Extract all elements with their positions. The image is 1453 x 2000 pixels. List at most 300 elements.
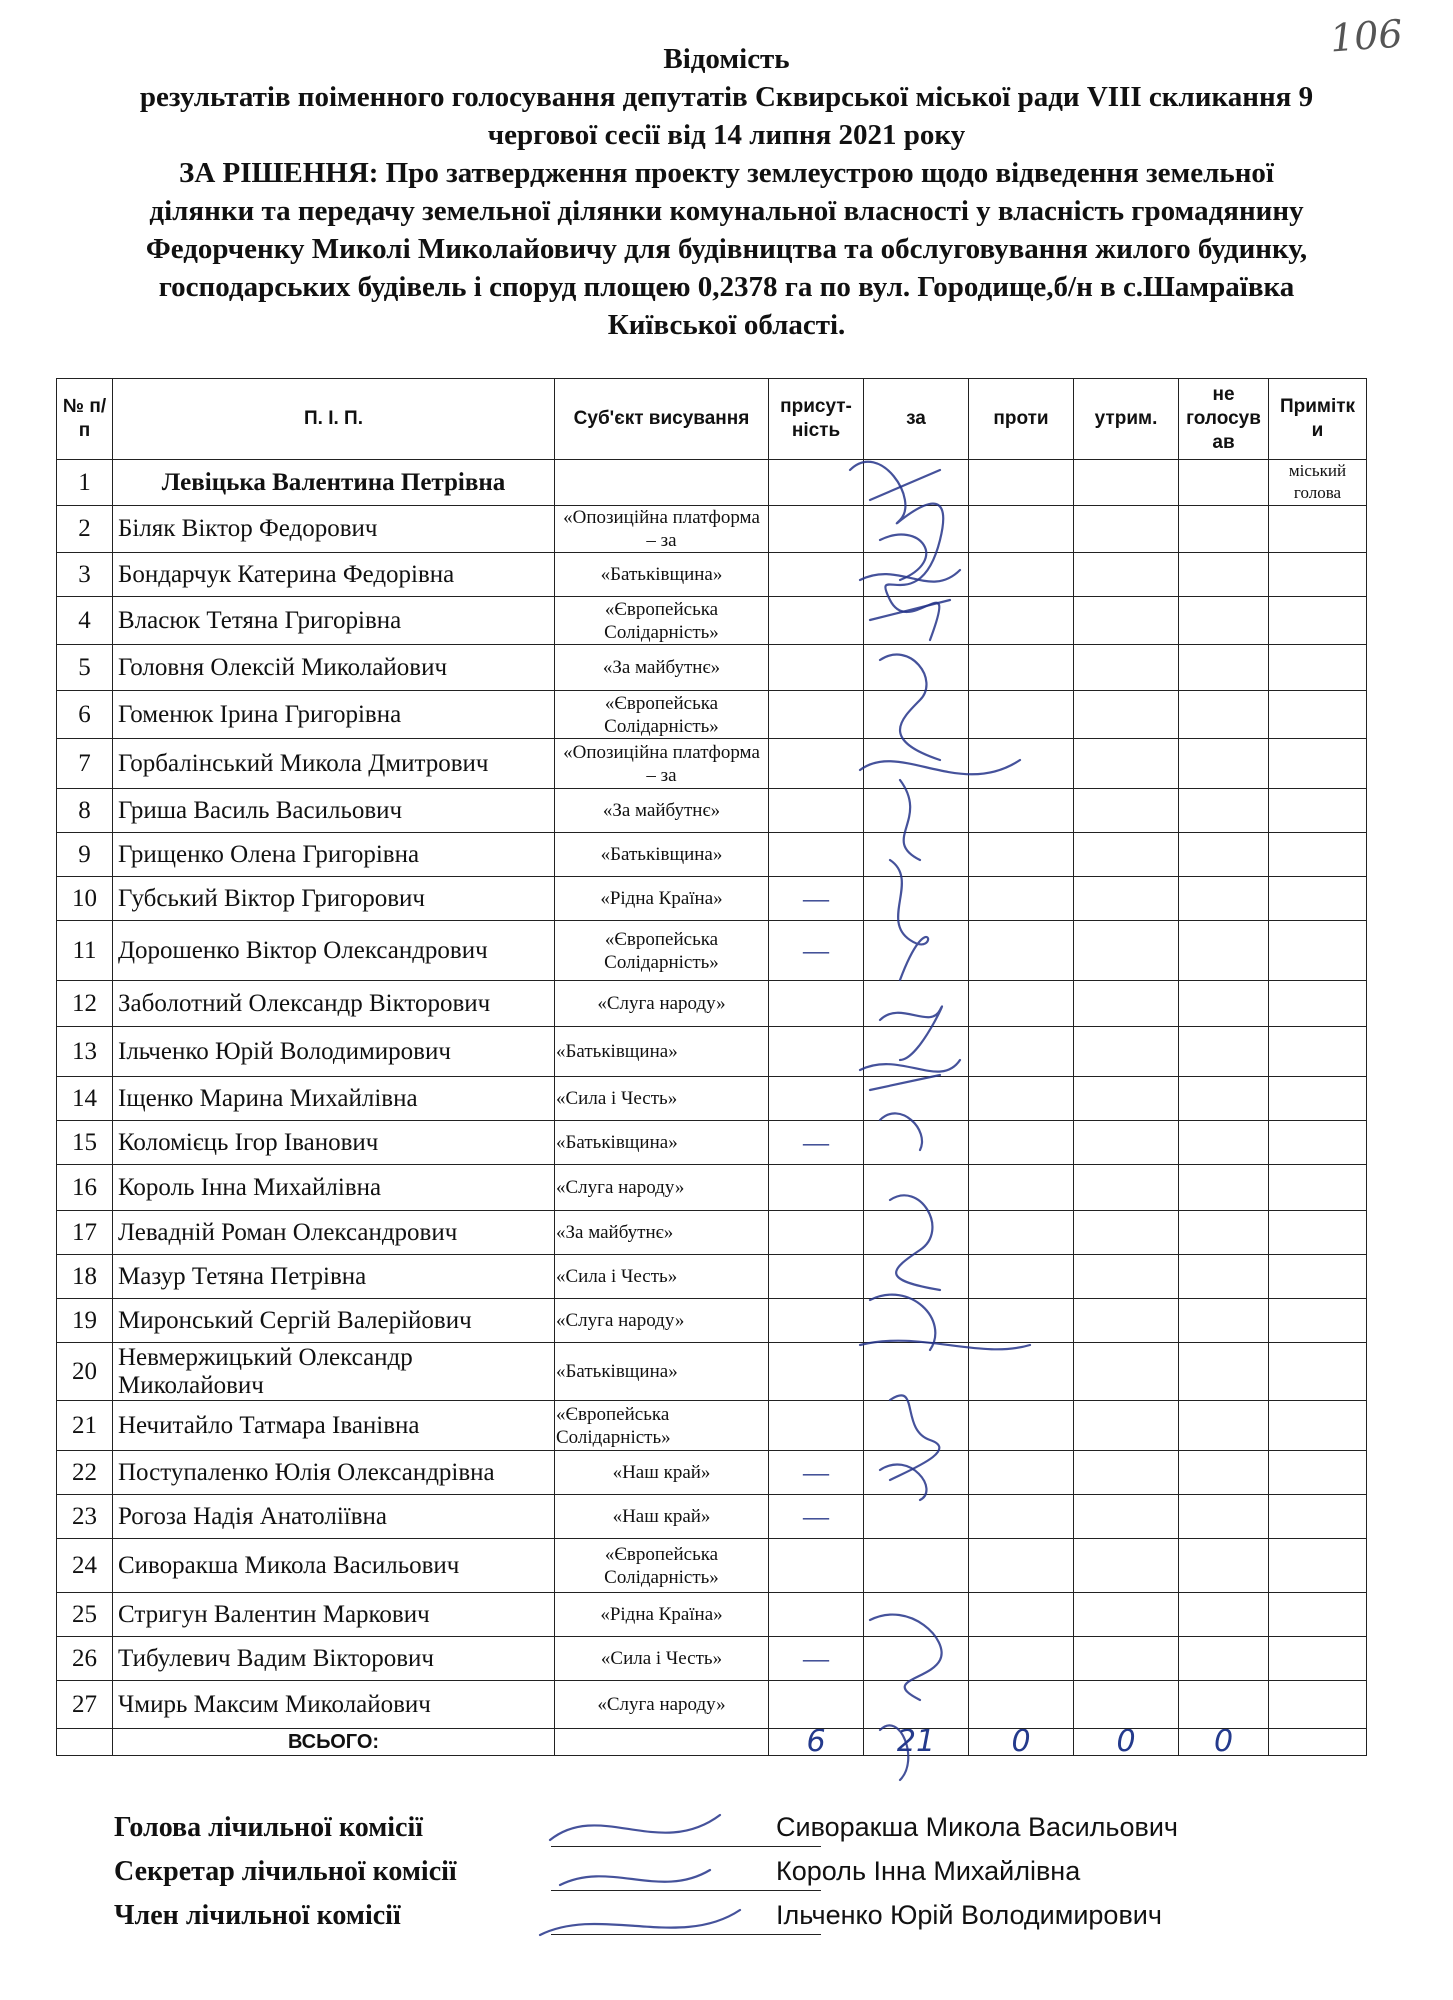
presence-cell xyxy=(769,833,864,877)
note-cell: міський голова xyxy=(1269,460,1367,506)
presence-cell xyxy=(769,1165,864,1211)
presence-cell xyxy=(769,460,864,506)
row-number: 22 xyxy=(57,1451,113,1495)
vote-against-cell xyxy=(969,1255,1074,1299)
vote-abstain-cell xyxy=(1074,1343,1179,1401)
vote-against-cell xyxy=(969,833,1074,877)
vote-against-cell xyxy=(969,877,1074,921)
vote-abstain-cell xyxy=(1074,877,1179,921)
note-cell xyxy=(1269,1681,1367,1729)
table-row xyxy=(57,553,1367,597)
presence-cell xyxy=(769,1539,864,1593)
vote-abstain-cell xyxy=(1074,1401,1179,1451)
vote-against-cell xyxy=(969,739,1074,789)
note-cell xyxy=(1269,1299,1367,1343)
table-row xyxy=(57,506,1367,553)
vote-abstain-cell xyxy=(1074,1495,1179,1539)
row-number: 12 xyxy=(57,981,113,1027)
totals-row xyxy=(57,1729,1367,1756)
deputy-name: Дорошенко Віктор Олександрович xyxy=(113,921,555,981)
totals-against: 0 xyxy=(969,1729,1074,1756)
vote-for-cell xyxy=(864,691,969,739)
nominating-party: «Європейська Солідарність» xyxy=(555,691,769,739)
vote-against-cell xyxy=(969,1343,1074,1401)
deputy-name: Миронський Сергій Валерійович xyxy=(113,1299,555,1343)
deputy-name: Ільченко Юрій Володимирович xyxy=(113,1027,555,1077)
nominating-party: «Рідна Країна» xyxy=(555,877,769,921)
signature-line xyxy=(551,1934,821,1935)
page-number: 106 xyxy=(1328,11,1404,61)
vote-abstain-cell xyxy=(1074,1539,1179,1593)
vote-against-cell xyxy=(969,1593,1074,1637)
note-cell xyxy=(1269,1211,1367,1255)
nominating-party: «Опозиційна платформа – за xyxy=(555,739,769,789)
vote-abstain-cell xyxy=(1074,553,1179,597)
col-header-note: Примітк и xyxy=(1269,379,1367,460)
table-row xyxy=(57,1451,1367,1495)
vote-abstain-cell xyxy=(1074,597,1179,645)
presence-cell xyxy=(769,1077,864,1121)
nominating-party: «Опозиційна платформа – за xyxy=(555,506,769,553)
row-number: 1 xyxy=(57,460,113,506)
note-cell xyxy=(1269,1637,1367,1681)
nominating-party: «Батьківщина» xyxy=(555,1121,769,1165)
row-number: 20 xyxy=(57,1343,113,1401)
vote-against-cell xyxy=(969,1027,1074,1077)
row-number: 2 xyxy=(57,506,113,553)
deputy-name: Власюк Тетяна Григорівна xyxy=(113,597,555,645)
vote-abstain-cell xyxy=(1074,833,1179,877)
nominating-party: «Батьківщина» xyxy=(555,553,769,597)
presence-cell xyxy=(769,691,864,739)
vote-against-cell xyxy=(969,553,1074,597)
vote-not-voted-cell xyxy=(1179,506,1269,553)
presence-cell xyxy=(769,1343,864,1401)
table-header-row xyxy=(57,379,1367,460)
deputy-name: Мазур Тетяна Петрівна xyxy=(113,1255,555,1299)
totals-abstain: 0 xyxy=(1074,1729,1179,1756)
vote-against-cell xyxy=(969,1077,1074,1121)
note-cell xyxy=(1269,1121,1367,1165)
vote-not-voted-cell xyxy=(1179,1539,1269,1593)
nominating-party: «Слуга народу» xyxy=(555,1299,769,1343)
col-header-party: Суб'єкт висування xyxy=(555,379,769,460)
vote-for-cell xyxy=(864,1539,969,1593)
vote-against-cell xyxy=(969,597,1074,645)
vote-against-cell xyxy=(969,789,1074,833)
row-number: 8 xyxy=(57,789,113,833)
vote-against-cell xyxy=(969,1539,1074,1593)
vote-not-voted-cell xyxy=(1179,1121,1269,1165)
deputy-name: Гриша Василь Васильович xyxy=(113,789,555,833)
table-row xyxy=(57,1121,1367,1165)
vote-for-cell xyxy=(864,833,969,877)
presence-cell xyxy=(769,1211,864,1255)
vote-against-cell xyxy=(969,506,1074,553)
vote-against-cell xyxy=(969,691,1074,739)
deputy-name: Нечитайло Татмара Іванівна xyxy=(113,1401,555,1451)
note-cell xyxy=(1269,1593,1367,1637)
deputy-name: Головня Олексій Миколайович xyxy=(113,645,555,691)
presence-cell xyxy=(769,1681,864,1729)
table-row xyxy=(57,1211,1367,1255)
nominating-party: «За майбутнє» xyxy=(555,1211,769,1255)
note-cell xyxy=(1269,789,1367,833)
vote-not-voted-cell xyxy=(1179,1637,1269,1681)
note-cell xyxy=(1269,1343,1367,1401)
vote-not-voted-cell xyxy=(1179,1451,1269,1495)
document-title: Відомість xyxy=(663,43,790,75)
col-header-abstain: утрим. xyxy=(1074,379,1179,460)
commission-member-name: Сиворакша Микола Васильович xyxy=(776,1812,1178,1842)
vote-against-cell xyxy=(969,1451,1074,1495)
totals-party-cell xyxy=(555,1729,769,1756)
row-number: 13 xyxy=(57,1027,113,1077)
deputy-name: Горбалінський Микола Дмитрович xyxy=(113,739,555,789)
presence-cell: — xyxy=(769,1451,864,1495)
table-row xyxy=(57,1539,1367,1593)
row-number: 25 xyxy=(57,1593,113,1637)
deputy-name: Заболотний Олександр Вікторович xyxy=(113,981,555,1027)
nominating-party: «Сила і Честь» xyxy=(555,1255,769,1299)
vote-for-cell xyxy=(864,1255,969,1299)
totals-note-cell xyxy=(1269,1729,1367,1756)
vote-abstain-cell xyxy=(1074,1121,1179,1165)
vote-not-voted-cell xyxy=(1179,645,1269,691)
deputy-name: Левадній Роман Олександрович xyxy=(113,1211,555,1255)
row-number: 6 xyxy=(57,691,113,739)
vote-abstain-cell xyxy=(1074,460,1179,506)
presence-cell: — xyxy=(769,1121,864,1165)
deputy-name: Іщенко Марина Михайлівна xyxy=(113,1077,555,1121)
totals-for: 21 xyxy=(864,1729,969,1756)
vote-not-voted-cell xyxy=(1179,1593,1269,1637)
row-number: 23 xyxy=(57,1495,113,1539)
deputy-name: Король Інна Михайлівна xyxy=(113,1165,555,1211)
table-row xyxy=(57,739,1367,789)
vote-abstain-cell xyxy=(1074,1211,1179,1255)
deputy-name: Сиворакша Микола Васильович xyxy=(113,1539,555,1593)
deputy-name: Поступаленко Юлія Олександрівна xyxy=(113,1451,555,1495)
vote-for-cell xyxy=(864,506,969,553)
deputy-name: Губський Віктор Григорович xyxy=(113,877,555,921)
nominating-party: «Європейська Солідарність» xyxy=(555,1539,769,1593)
vote-abstain-cell xyxy=(1074,1255,1179,1299)
vote-abstain-cell xyxy=(1074,1681,1179,1729)
presence-cell xyxy=(769,1255,864,1299)
header-line-4: ділянки та передачу земельної ділянки комунальної власності у власність громадянину xyxy=(149,195,1304,227)
deputy-name: Стригун Валентин Маркович xyxy=(113,1593,555,1637)
vote-not-voted-cell xyxy=(1179,1299,1269,1343)
vote-against-cell xyxy=(969,1495,1074,1539)
note-cell xyxy=(1269,506,1367,553)
deputy-name: Чмирь Максим Миколайович xyxy=(113,1681,555,1729)
presence-cell: — xyxy=(769,921,864,981)
nominating-party: «Батьківщина» xyxy=(555,833,769,877)
nominating-party: «Слуга народу» xyxy=(555,1681,769,1729)
vote-for-cell xyxy=(864,1451,969,1495)
vote-not-voted-cell xyxy=(1179,833,1269,877)
presence-cell xyxy=(769,739,864,789)
row-number: 16 xyxy=(57,1165,113,1211)
table-row xyxy=(57,1165,1367,1211)
vote-abstain-cell xyxy=(1074,1077,1179,1121)
commission-member-name: Ільченко Юрій Володимирович xyxy=(776,1900,1162,1930)
note-cell xyxy=(1269,1495,1367,1539)
vote-against-cell xyxy=(969,645,1074,691)
commission-chair-line xyxy=(58,1812,1438,1856)
note-cell xyxy=(1269,833,1367,877)
row-number: 19 xyxy=(57,1299,113,1343)
nominating-party: «Батьківщина» xyxy=(555,1343,769,1401)
vote-not-voted-cell xyxy=(1179,877,1269,921)
vote-not-voted-cell xyxy=(1179,1077,1269,1121)
table-row xyxy=(57,789,1367,833)
vote-abstain-cell xyxy=(1074,1451,1179,1495)
table-row xyxy=(57,1401,1367,1451)
vote-against-cell xyxy=(969,1211,1074,1255)
note-cell xyxy=(1269,981,1367,1027)
nominating-party: «Європейська Солідарність» xyxy=(555,597,769,645)
presence-cell xyxy=(769,981,864,1027)
row-number: 11 xyxy=(57,921,113,981)
table-row xyxy=(57,1681,1367,1729)
nominating-party: «Сила і Честь» xyxy=(555,1077,769,1121)
vote-for-cell xyxy=(864,1077,969,1121)
table-row xyxy=(57,460,1367,506)
nominating-party: «Рідна Країна» xyxy=(555,1593,769,1637)
nominating-party: «Слуга народу» xyxy=(555,981,769,1027)
vote-not-voted-cell xyxy=(1179,1211,1269,1255)
presence-cell xyxy=(769,597,864,645)
totals-present: 6 xyxy=(769,1729,864,1756)
vote-for-cell xyxy=(864,553,969,597)
deputy-name: Невмержицький Олександр Миколайович xyxy=(113,1343,555,1401)
vote-not-voted-cell xyxy=(1179,597,1269,645)
vote-against-cell xyxy=(969,1299,1074,1343)
note-cell xyxy=(1269,691,1367,739)
col-header-name: П. І. П. xyxy=(113,379,555,460)
vote-not-voted-cell xyxy=(1179,553,1269,597)
vote-not-voted-cell xyxy=(1179,789,1269,833)
deputy-name: Бондарчук Катерина Федорівна xyxy=(113,553,555,597)
table-row xyxy=(57,1637,1367,1681)
row-number: 10 xyxy=(57,877,113,921)
signature-line xyxy=(551,1890,821,1891)
deputy-name: Гоменюк Ірина Григорівна xyxy=(113,691,555,739)
nominating-party xyxy=(555,460,769,506)
vote-for-cell xyxy=(864,1211,969,1255)
vote-not-voted-cell xyxy=(1179,921,1269,981)
vote-abstain-cell xyxy=(1074,506,1179,553)
vote-against-cell xyxy=(969,1681,1074,1729)
vote-against-cell xyxy=(969,981,1074,1027)
nominating-party: «За майбутнє» xyxy=(555,789,769,833)
totals-empty-cell xyxy=(57,1729,113,1756)
vote-abstain-cell xyxy=(1074,1299,1179,1343)
col-header-against: проти xyxy=(969,379,1074,460)
vote-abstain-cell xyxy=(1074,1027,1179,1077)
commission-member-line xyxy=(58,1900,1438,1944)
vote-for-cell xyxy=(864,460,969,506)
presence-cell: — xyxy=(769,877,864,921)
header-line-7: Київської області. xyxy=(607,309,846,341)
vote-for-cell xyxy=(864,1681,969,1729)
commission-role: Член лічильної комісії xyxy=(114,1900,401,1931)
row-number: 3 xyxy=(57,553,113,597)
presence-cell xyxy=(769,789,864,833)
nominating-party: «Сила і Честь» xyxy=(555,1637,769,1681)
vote-abstain-cell xyxy=(1074,1165,1179,1211)
vote-against-cell xyxy=(969,1637,1074,1681)
table-row xyxy=(57,1255,1367,1299)
vote-not-voted-cell xyxy=(1179,1681,1269,1729)
note-cell xyxy=(1269,1451,1367,1495)
presence-cell: — xyxy=(769,1637,864,1681)
commission-secretary-line xyxy=(58,1856,1438,1900)
note-cell xyxy=(1269,877,1367,921)
row-number: 21 xyxy=(57,1401,113,1451)
deputy-name: Біляк Віктор Федорович xyxy=(113,506,555,553)
commission-member-name: Король Інна Михайлівна xyxy=(776,1856,1081,1886)
vote-abstain-cell xyxy=(1074,691,1179,739)
vote-for-cell xyxy=(864,1299,969,1343)
header-line-6: господарських будівель і споруд площею 0,2378 га по вул. Городище,б/н в с.Шамраївка xyxy=(158,271,1295,303)
vote-not-voted-cell xyxy=(1179,460,1269,506)
presence-cell: — xyxy=(769,1495,864,1539)
nominating-party: «Європейська Солідарність» xyxy=(555,1401,769,1451)
table-row xyxy=(57,645,1367,691)
vote-for-cell xyxy=(864,1593,969,1637)
table-row xyxy=(57,1077,1367,1121)
presence-cell xyxy=(769,645,864,691)
vote-for-cell xyxy=(864,789,969,833)
vote-for-cell xyxy=(864,1027,969,1077)
col-header-not-voted: не голосув ав xyxy=(1179,379,1269,460)
note-cell xyxy=(1269,921,1367,981)
vote-against-cell xyxy=(969,1165,1074,1211)
voting-table xyxy=(56,378,1367,1756)
presence-cell xyxy=(769,1299,864,1343)
commission-role: Секретар лічильної комісії xyxy=(114,1856,457,1887)
row-number: 27 xyxy=(57,1681,113,1729)
row-number: 9 xyxy=(57,833,113,877)
header-line-1: результатів поіменного голосування депутатів Сквирської міської ради VIII скликання 9 xyxy=(139,81,1314,113)
vote-not-voted-cell xyxy=(1179,1343,1269,1401)
table-row xyxy=(57,921,1367,981)
vote-not-voted-cell xyxy=(1179,1027,1269,1077)
col-header-num: № п/п xyxy=(57,379,113,460)
row-number: 15 xyxy=(57,1121,113,1165)
note-cell xyxy=(1269,553,1367,597)
vote-for-cell xyxy=(864,1121,969,1165)
vote-not-voted-cell xyxy=(1179,691,1269,739)
note-cell xyxy=(1269,645,1367,691)
table-row xyxy=(57,877,1367,921)
table-row xyxy=(57,1299,1367,1343)
note-cell xyxy=(1269,1165,1367,1211)
vote-for-cell xyxy=(864,877,969,921)
header-line-2: чергової сесії від 14 липня 2021 року xyxy=(487,119,966,151)
table-row xyxy=(57,1343,1367,1401)
vote-for-cell xyxy=(864,1495,969,1539)
table-row xyxy=(57,833,1367,877)
vote-abstain-cell xyxy=(1074,645,1179,691)
note-cell xyxy=(1269,1539,1367,1593)
deputy-name: Грищенко Олена Григорівна xyxy=(113,833,555,877)
nominating-party: «Батьківщина» xyxy=(555,1027,769,1077)
vote-for-cell xyxy=(864,645,969,691)
note-cell xyxy=(1269,1401,1367,1451)
presence-cell xyxy=(769,1401,864,1451)
vote-not-voted-cell xyxy=(1179,1255,1269,1299)
table-row xyxy=(57,597,1367,645)
presence-cell xyxy=(769,1027,864,1077)
totals-label: ВСЬОГО: xyxy=(113,1729,555,1756)
vote-abstain-cell xyxy=(1074,739,1179,789)
deputy-name: Левіцька Валентина Петрівна xyxy=(113,460,555,506)
row-number: 26 xyxy=(57,1637,113,1681)
vote-abstain-cell xyxy=(1074,921,1179,981)
vote-not-voted-cell xyxy=(1179,1401,1269,1451)
document-header xyxy=(50,40,1403,344)
vote-for-cell xyxy=(864,921,969,981)
row-number: 17 xyxy=(57,1211,113,1255)
note-cell xyxy=(1269,1255,1367,1299)
note-cell xyxy=(1269,739,1367,789)
vote-for-cell xyxy=(864,1637,969,1681)
header-line-5: Федорченку Миколі Миколайовичу для будівництва та обслуговування жилого будинку, xyxy=(145,233,1308,265)
vote-abstain-cell xyxy=(1074,1593,1179,1637)
deputy-name: Тибулевич Вадим Вікторович xyxy=(113,1637,555,1681)
nominating-party: «Європейська Солідарність» xyxy=(555,921,769,981)
vote-for-cell xyxy=(864,739,969,789)
row-number: 4 xyxy=(57,597,113,645)
row-number: 24 xyxy=(57,1539,113,1593)
note-cell xyxy=(1269,1027,1367,1077)
signature-line xyxy=(551,1846,821,1847)
table-row xyxy=(57,1027,1367,1077)
nominating-party: «За майбутнє» xyxy=(555,645,769,691)
nominating-party: «Наш край» xyxy=(555,1495,769,1539)
totals-not-voted: 0 xyxy=(1179,1729,1269,1756)
deputy-name: Коломієць Ігор Іванович xyxy=(113,1121,555,1165)
table-row xyxy=(57,1593,1367,1637)
col-header-for: за xyxy=(864,379,969,460)
vote-for-cell xyxy=(864,1401,969,1451)
vote-for-cell xyxy=(864,597,969,645)
note-cell xyxy=(1269,1077,1367,1121)
col-header-present: присут-ність xyxy=(769,379,864,460)
vote-for-cell xyxy=(864,981,969,1027)
vote-not-voted-cell xyxy=(1179,1165,1269,1211)
vote-against-cell xyxy=(969,1121,1074,1165)
commission-role: Голова лічильної комісії xyxy=(114,1812,424,1843)
nominating-party: «Наш край» xyxy=(555,1451,769,1495)
vote-against-cell xyxy=(969,460,1074,506)
vote-for-cell xyxy=(864,1343,969,1401)
vote-not-voted-cell xyxy=(1179,739,1269,789)
row-number: 5 xyxy=(57,645,113,691)
table-row xyxy=(57,691,1367,739)
table-body xyxy=(57,460,1367,1729)
vote-against-cell xyxy=(969,921,1074,981)
vote-not-voted-cell xyxy=(1179,1495,1269,1539)
commission-signatures xyxy=(58,1812,1438,1944)
presence-cell xyxy=(769,506,864,553)
vote-abstain-cell xyxy=(1074,789,1179,833)
row-number: 18 xyxy=(57,1255,113,1299)
